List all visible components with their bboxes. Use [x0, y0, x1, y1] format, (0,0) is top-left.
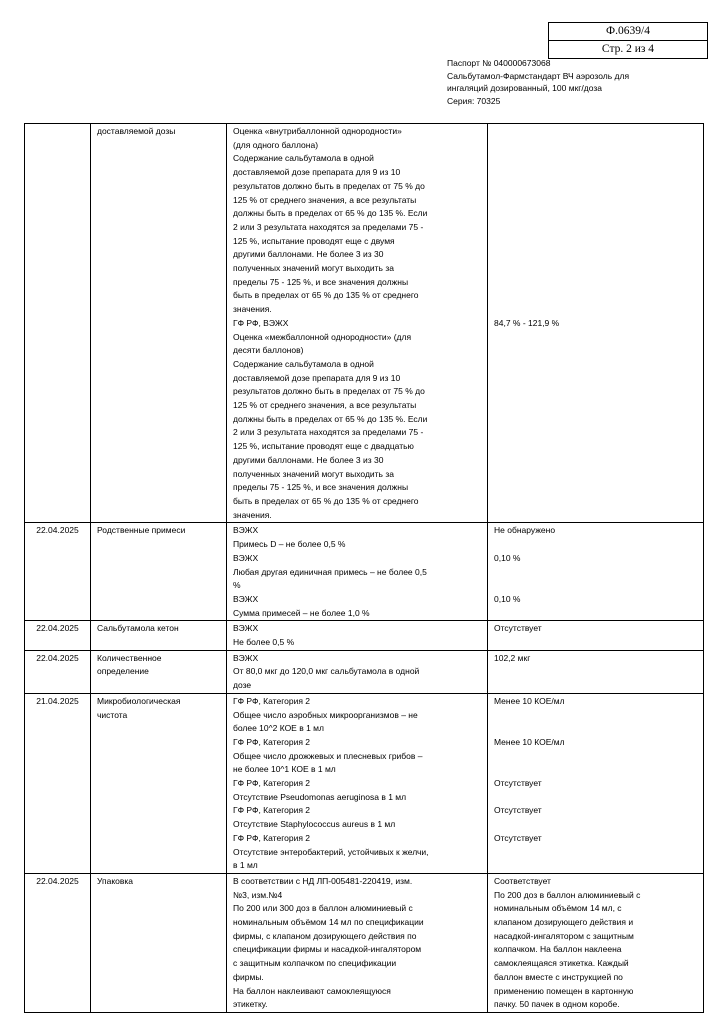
norm-cell-line: Не более 0,5 % — [233, 637, 295, 648]
test-results-table — [24, 123, 704, 1013]
result-cell-line: Отсутствует — [494, 832, 542, 843]
result-cell — [488, 124, 704, 523]
norm-cell-line: ВЭЖХ — [233, 623, 259, 634]
norm-cell-line: Отсутствие Staphylococcus aureus в 1 мл — [233, 819, 396, 830]
norm-cell-line: фирмы. — [233, 971, 264, 982]
table-row — [25, 124, 704, 523]
result-cell-line — [494, 709, 697, 723]
norm-cell-line: ВЭЖХ — [233, 652, 259, 663]
result-cell-line: Менее 10 КОЕ/мл — [494, 736, 565, 747]
result-cell-line — [494, 791, 697, 805]
result-cell-line: 102,2 мкг — [494, 652, 531, 663]
form-code-box — [548, 22, 708, 59]
norm-cell-line: Примесь D – не более 0,5 % — [233, 539, 346, 550]
norm-cell-line: Содержание сальбутамола в одной — [233, 153, 374, 164]
result-cell — [488, 621, 704, 650]
result-cell-line: 0,10 % — [494, 593, 521, 604]
indicator-cell-line: доставляемой дозы — [97, 126, 176, 136]
indicator-cell — [91, 650, 227, 693]
table-row — [25, 873, 704, 1012]
norm-cell-line: 125 %, испытание проводят еще с двадцатью — [233, 441, 414, 452]
norm-cell-line: Любая другая единичная примесь – не более 0,5 — [233, 566, 427, 577]
result-cell-line — [494, 763, 697, 777]
norm-cell-line: Оценка «внутрибаллонной однородности» — [233, 126, 402, 136]
table-row — [25, 693, 704, 873]
norm-cell-line: полученных значений могут выходить за — [233, 468, 394, 479]
norm-cell-line: 125 %, испытание проводят еще с двумя — [233, 235, 395, 246]
norm-cell-line: дозе — [233, 680, 252, 691]
result-cell-line: самоклеящаяся этикетка. Каждый — [494, 958, 629, 969]
norm-cell-line: (для одного баллона) — [233, 139, 319, 150]
norm-cell-line: Содержание сальбутамола в одной — [233, 358, 374, 369]
norm-cell-line: полученных значений могут выходить за — [233, 263, 394, 274]
norm-cell-line: другими баллонами. Не более 3 из 30 — [233, 454, 384, 465]
norm-cell-line: доставляемой дозе препарата для 9 из 10 — [233, 167, 401, 178]
result-cell-line: 84,7 % - 121,9 % — [494, 317, 560, 328]
result-cell — [488, 650, 704, 693]
norm-cell-line: в 1 мл — [233, 860, 258, 871]
indicator-cell — [91, 693, 227, 873]
norm-cell-line: Отсутствие энтеробактерий, устойчивых к желчи, — [233, 846, 429, 857]
result-cell-line — [494, 722, 697, 736]
norm-cell-line: 2 или 3 результата находятся за пределами 75 - — [233, 221, 424, 232]
norm-cell-line: 125 % от среднего значения, а все результаты — [233, 400, 417, 411]
norm-cell-line: десяти баллонов) — [233, 345, 304, 356]
norm-cell-line: значения. — [233, 509, 272, 520]
norm-cell-line: ГФ РФ, ВЭЖХ — [233, 317, 289, 328]
page-number: Стр. 2 из 4 — [549, 40, 707, 58]
result-cell-line: 0,10 % — [494, 552, 521, 563]
passport-header — [447, 57, 677, 107]
norm-cell-line: Общее число аэробных микроорганизмов – не — [233, 709, 418, 720]
result-cell-line — [494, 565, 697, 579]
table-row — [25, 523, 704, 621]
passport-line: Серия: 70325 — [447, 95, 501, 106]
norm-cell-line: с защитным колпачком по спецификации — [233, 958, 397, 969]
passport-line: Сальбутамол-Фармстандарт ВЧ аэрозоль для — [447, 70, 630, 81]
norm-cell-line: другими баллонами. Не более 3 из 30 — [233, 249, 384, 260]
norm-cell-line: доставляемой дозе препарата для 9 из 10 — [233, 372, 401, 383]
result-cell-line — [494, 750, 697, 764]
norm-cell — [227, 693, 488, 873]
norm-cell-line: должны быть в пределах от 65 % до 135 %. Если — [233, 208, 428, 219]
norm-cell-line: номинальным объёмом 14 мл по спецификации — [233, 917, 424, 928]
norm-cell-line: ГФ РФ, Категория 2 — [233, 832, 311, 843]
passport-line: Паспорт № 040000673068 — [447, 58, 551, 68]
passport-line: ингаляций дозированный, 100 мкг/доза — [447, 83, 602, 93]
norm-cell-line: 2 или 3 результата находятся за пределами 75 - — [233, 427, 424, 438]
norm-cell — [227, 650, 488, 693]
result-cell — [488, 873, 704, 1012]
norm-cell-line: результатов должно быть в пределах от 75 % до — [233, 386, 425, 397]
result-cell-line: насадкой-ингалятором с защитным — [494, 930, 634, 941]
norm-cell-line: ВЭЖХ — [233, 593, 259, 604]
norm-cell-line: 125 % от среднего значения, а все результаты — [233, 194, 417, 205]
indicator-cell — [91, 124, 227, 523]
date-cell: 22.04.2025 — [25, 523, 91, 621]
norm-cell-line: быть в пределах от 65 % до 135 % от среднего — [233, 495, 419, 506]
result-cell-line: колпачком. На баллон наклеена — [494, 944, 622, 955]
norm-cell-line: пределы 75 - 125 %, и все значения должны — [233, 482, 409, 493]
norm-cell-line: значения. — [233, 304, 272, 315]
result-cell-line — [494, 538, 697, 552]
indicator-cell-line: Упаковка — [97, 875, 134, 886]
indicator-cell — [91, 621, 227, 650]
indicator-cell-line: определение — [97, 666, 149, 677]
result-cell-line: По 200 доз в баллон алюминиевый с — [494, 889, 641, 900]
table-row — [25, 621, 704, 650]
norm-cell-line: В соответствии с НД ЛП-005481-220419, изм. — [233, 875, 413, 886]
result-cell-line: Отсутствует — [494, 805, 542, 816]
indicator-cell-line: Микробиологическая — [97, 695, 181, 706]
result-cell-line: баллон вместе с инструкцией по — [494, 971, 623, 982]
result-cell-line: Отсутствует — [494, 777, 542, 788]
norm-cell-line: быть в пределах от 65 % до 135 % от среднего — [233, 290, 419, 301]
norm-cell-line: ГФ РФ, Категория 2 — [233, 778, 311, 789]
result-cell-line — [494, 818, 697, 832]
norm-cell-line: должны быть в пределах от 65 % до 135 %. Если — [233, 413, 428, 424]
norm-cell-line: По 200 или 300 доз в баллон алюминиевый с — [233, 903, 413, 914]
norm-cell — [227, 621, 488, 650]
date-cell: 21.04.2025 — [25, 693, 91, 873]
date-cell: 22.04.2025 — [25, 650, 91, 693]
result-cell — [488, 523, 704, 621]
norm-cell-line: не более 10^1 КОЕ в 1 мл — [233, 764, 336, 775]
norm-cell-line: ГФ РФ, Категория 2 — [233, 805, 311, 816]
result-cell-line: Менее 10 КОЕ/мл — [494, 695, 565, 706]
norm-cell — [227, 873, 488, 1012]
result-cell-line: Соответствует — [494, 875, 551, 886]
indicator-cell — [91, 873, 227, 1012]
norm-cell-line: Отсутствие Pseudomonas aeruginosa в 1 мл — [233, 791, 407, 802]
norm-cell-line: Оценка «межбаллонной однородности» (для — [233, 331, 412, 342]
norm-cell-line: ВЭЖХ — [233, 525, 259, 536]
norm-cell-line: Общее число дрожжевых и плесневых грибов – — [233, 750, 423, 761]
norm-cell-line: Сумма примесей – не более 1,0 % — [233, 607, 370, 618]
norm-cell-line: этикетку. — [233, 999, 268, 1010]
form-code: Ф.0639/4 — [606, 25, 650, 37]
indicator-cell-line: Количественное — [97, 652, 162, 663]
result-cell-line: номинальным объёмом 14 мл, с — [494, 903, 622, 914]
norm-cell-line: результатов должно быть в пределах от 75 % до — [233, 180, 425, 191]
date-cell: 22.04.2025 — [25, 873, 91, 1012]
norm-cell-line: спецификации фирмы и насадкой-ингалятором — [233, 944, 422, 955]
norm-cell-line: фирмы, с клапаном дозирующего действия по — [233, 930, 417, 941]
norm-cell-line: более 10^2 КОЕ в 1 мл — [233, 723, 324, 734]
norm-cell-line: ВЭЖХ — [233, 552, 259, 563]
norm-cell-line: пределы 75 - 125 %, и все значения должны — [233, 276, 409, 287]
result-cell-line: применению помещен в картонную — [494, 985, 634, 996]
result-cell-line — [494, 579, 697, 593]
norm-cell-line: % — [233, 580, 241, 591]
indicator-cell-line: Родственные примеси — [97, 525, 186, 536]
indicator-cell-line: чистота — [97, 709, 128, 720]
result-cell — [488, 693, 704, 873]
norm-cell — [227, 124, 488, 523]
date-cell — [25, 124, 91, 523]
result-cell-line: Отсутствует — [494, 623, 542, 634]
result-cell-line: клапаном дозирующего действия и — [494, 917, 634, 928]
norm-cell-line: От 80,0 мкг до 120,0 мкг сальбутамола в одной — [233, 666, 420, 677]
norm-cell — [227, 523, 488, 621]
indicator-cell-line: Сальбутамола кетон — [97, 623, 179, 634]
norm-cell-line: №3, изм.№4 — [233, 889, 283, 900]
indicator-cell — [91, 523, 227, 621]
norm-cell-line: ГФ РФ, Категория 2 — [233, 736, 311, 747]
norm-cell-line: ГФ РФ, Категория 2 — [233, 695, 311, 706]
result-cell-line: Не обнаружено — [494, 525, 556, 536]
result-cell-line: пачку. 50 пачек в одном коробе. — [494, 999, 620, 1010]
norm-cell-line: На баллон наклеивают самоклеящуюся — [233, 985, 391, 996]
date-cell: 22.04.2025 — [25, 621, 91, 650]
table-row — [25, 650, 704, 693]
